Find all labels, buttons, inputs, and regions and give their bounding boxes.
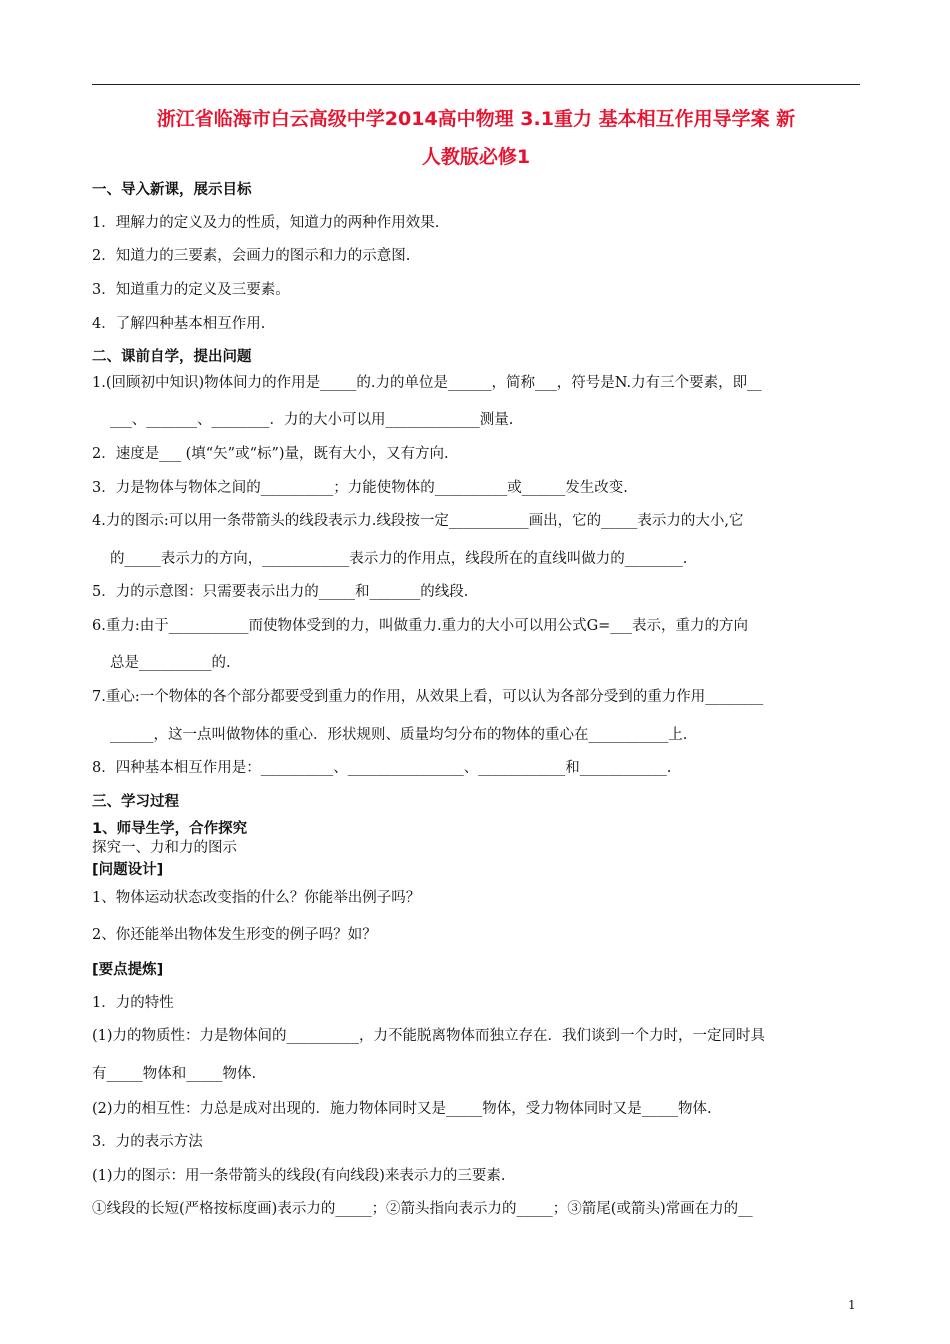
key-point: (2)力的相互性：力总是成对出现的．施力物体同时又是_____物体，受力物体同时又是_____物体. (92, 1101, 712, 1117)
question-item: 2．速度是___ (填“矢”或“标”)量，既有大小，又有方向. (92, 446, 449, 462)
key-point-continued: 有_____物体和_____物体. (92, 1066, 257, 1082)
page-number: 1 (848, 1298, 856, 1312)
objective-item: 3．知道重力的定义及三要素。 (92, 282, 290, 298)
objective-item: 4．了解四种基本相互作用. (92, 316, 266, 332)
question-item: 7.重心:一个物体的各个部分都要受到重力的作用，从效果上看，可以认为各部分受到的重力作用________ (92, 689, 764, 705)
bracket-heading-key-points: [要点提炼] (92, 962, 164, 978)
question-item-continued: ______，这一点叫做物体的重心．形状规则、质量均匀分布的物体的重心在___________上. (110, 727, 688, 743)
question-item: 4.力的图示:可以用一条带箭头的线段表示力.线段按一定___________画出，它的_____表示力的大小,它 (92, 513, 744, 529)
header-rule (92, 84, 860, 85)
question-item-continued: 总是__________的. (110, 655, 231, 671)
objective-item: 1．理解力的定义及力的性质，知道力的两种作用效果. (92, 215, 440, 231)
design-question: 2、你还能举出物体发生形变的例子吗？如？ (92, 927, 377, 943)
design-question: 1、物体运动状态改变指的什么？你能举出例子吗？ (92, 890, 421, 906)
question-item: 5．力的示意图：只需要表示出力的_____和_______的线段. (92, 584, 469, 600)
subsection-heading: 1、师导生学，合作探究 (92, 821, 248, 837)
bracket-heading-question-design: [问题设计] (92, 862, 164, 878)
question-item-continued: 的_____表示力的方向，____________表示力的作用点，线段所在的直线叫做力的________. (110, 551, 688, 567)
document-title-line-2: 人教版必修1 (421, 146, 531, 168)
document-title-line-1: 浙江省临海市白云高级中学2014高中物理 3.1重力 基本相互作用导学案 新 (156, 108, 796, 130)
key-point: ①线段的长短(严格按标度画)表示力的_____；②箭头指向表示力的_____；③箭尾(或箭头)常画在力的__ (92, 1201, 753, 1217)
key-point: (1)力的图示：用一条带箭头的线段(有向线段)来表示力的三要素. (92, 1168, 506, 1184)
section-heading-3: 三、学习过程 (92, 794, 179, 810)
section-heading-1: 一、导入新课，展示目标 (92, 182, 252, 198)
explore-heading: 探究一、力和力的图示 (92, 840, 237, 856)
key-point: 1．力的特性 (92, 995, 174, 1011)
question-item: 3．力是物体与物体之间的__________；力能使物体的__________或______发生改变. (92, 480, 628, 496)
key-point: (1)力的物质性：力是物体间的__________，力不能脱离物体而独立存在．我们谈到一个力时，一定同时具 (92, 1028, 766, 1044)
question-item: 6.重力:由于___________而使物体受到的力，叫做重力.重力的大小可以用公式G=___表示，重力的方向 (92, 618, 749, 634)
key-point: 3．力的表示方法 (92, 1134, 203, 1150)
objective-item: 2．知道力的三要素，会画力的图示和力的示意图. (92, 248, 411, 264)
question-item-continued: ___、_______、________．力的大小可以用_____________测量. (110, 412, 514, 428)
question-item: 8．四种基本相互作用是：__________、________________、____________和____________. (92, 760, 672, 776)
section-heading-2: 二、课前自学，提出问题 (92, 349, 252, 365)
question-item: 1.(回顾初中知识)物体间力的作用是_____的.力的单位是______，简称___，符号是N.力有三个要素，即__ (92, 375, 762, 391)
